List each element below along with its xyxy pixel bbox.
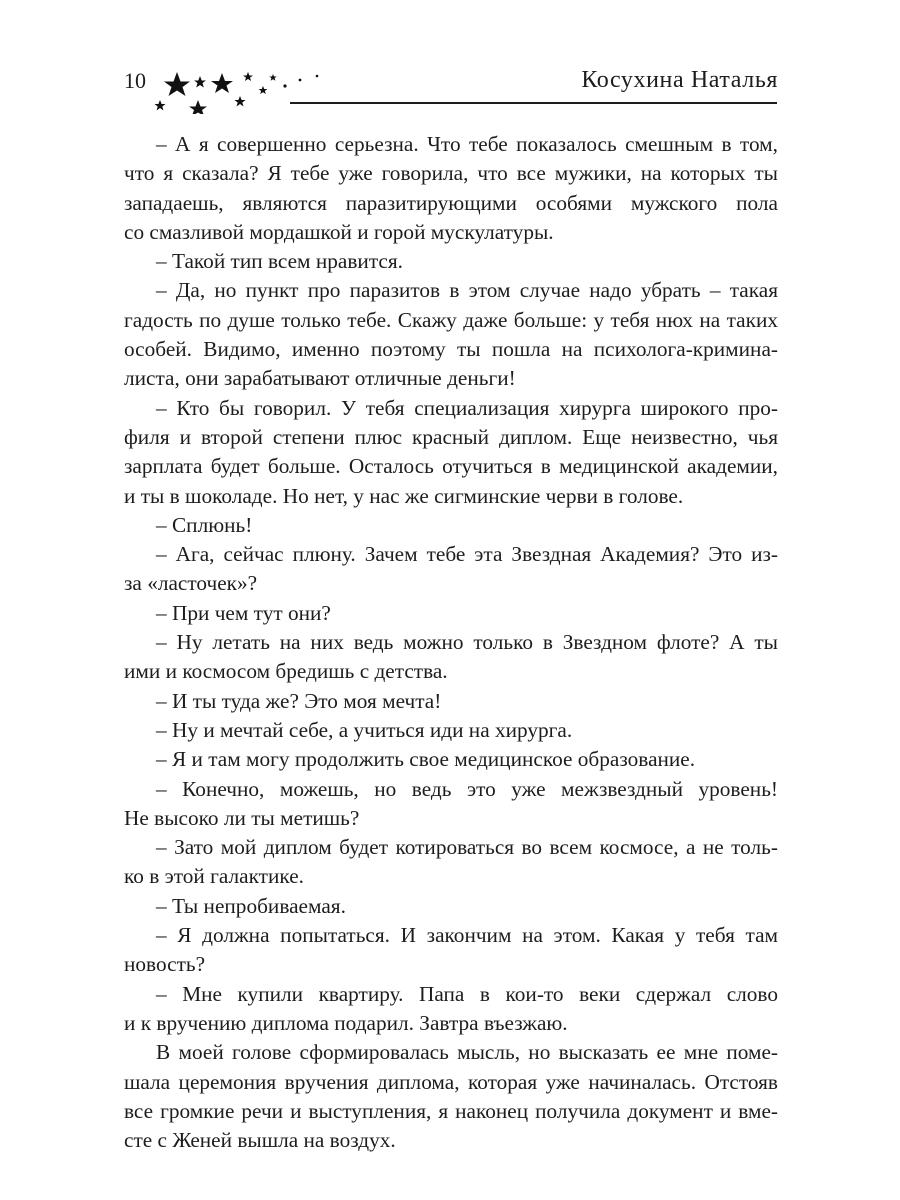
text-line: – Ну летать на них ведь можно только в Звездном флоте? А ты [156, 630, 778, 655]
paragraph [124, 980, 778, 1039]
paragraph [124, 921, 778, 980]
text-line: – Я должна попытаться. И закончим на этом. Какая у тебя там [156, 923, 778, 948]
header-rule [290, 102, 777, 104]
text-line: западаешь, являются паразитирующими особями мужского пола [124, 190, 778, 215]
paragraph [124, 511, 778, 540]
text-line: – При чем тут они? [156, 600, 331, 625]
paragraph [124, 775, 778, 834]
paragraph [124, 833, 778, 892]
text-line: новость? [124, 952, 206, 977]
text-line: – Сплюнь! [156, 512, 253, 537]
text-line: – Такой тип всем нравится. [156, 249, 403, 274]
paragraph [124, 716, 778, 745]
paragraph [124, 540, 778, 599]
text-line: ими и космосом бредишь с детства. [124, 659, 448, 684]
paragraph [124, 276, 778, 393]
text-line: – Ну и мечтай себе, а учиться иди на хирурга. [156, 717, 573, 742]
paragraph [124, 247, 778, 276]
text-line: В моей голове сформировалась мысль, но высказать ее мне поме- [156, 1040, 778, 1065]
text-line: листа, они зарабатывают отличные деньги! [124, 366, 516, 391]
paragraph [124, 599, 778, 628]
text-line: – Конечно, можешь, но ведь это уже межзвездный уровень! [156, 776, 778, 801]
paragraph [124, 892, 778, 921]
stars-ornament-icon [140, 64, 340, 114]
text-line: – Зато мой диплом будет котироваться во всем космосе, а не толь- [156, 835, 778, 860]
text-line: все громкие речи и выступления, я наконец получила документ и вме- [124, 1098, 778, 1123]
text-line: – И ты туда же? Это моя мечта! [156, 688, 442, 713]
text-line: Не высоко ли ты метишь? [124, 805, 360, 830]
text-line: – А я совершенно серьезна. Что тебе показалось смешным в том, [156, 132, 778, 156]
running-head-author: Косухина Наталья [581, 67, 778, 93]
text-line: – Кто бы говорил. У тебя специализация хирурга широкого про- [156, 395, 778, 420]
text-line: и ты в шоколаде. Но нет, у нас же сигминские черви в голове. [124, 483, 684, 508]
text-line: зарплата будет больше. Осталось отучиться в медицинской академии, [124, 454, 778, 479]
paragraph [124, 628, 778, 687]
paragraph [124, 394, 778, 511]
text-line: – Ты непробиваемая. [156, 893, 346, 918]
text-line: и к вручению диплома подарил. Завтра въезжаю. [124, 1010, 568, 1035]
text-line: гадость по душе только тебе. Скажу даже больше: у тебя нюх на таких [124, 307, 778, 332]
paragraph [124, 1038, 778, 1155]
text-line: сте с Женей вышла на воздух. [124, 1128, 396, 1153]
text-line: за «ласточек»? [124, 571, 258, 596]
paragraph [124, 687, 778, 716]
text-line: шала церемония вручения диплома, которая уже начиналась. Отстояв [124, 1069, 778, 1094]
text-line: – Да, но пункт про паразитов в этом случае надо убрать – такая [156, 278, 778, 303]
text-line: ко в этой галактике. [124, 864, 304, 889]
body-text [124, 130, 778, 1155]
text-line: – Ага, сейчас плюну. Зачем тебе эта Звездная Академия? Это из- [156, 542, 778, 567]
paragraph [124, 745, 778, 774]
paragraph [124, 130, 778, 247]
text-line: – Я и там могу продолжить свое медицинское образование. [156, 747, 696, 772]
page-number: 10 [124, 68, 146, 93]
text-line: особей. Видимо, именно поэтому ты пошла на психолога-кримина- [124, 337, 778, 362]
text-line: – Мне купили квартиру. Папа в кои-то веки сдержал слово [156, 981, 778, 1006]
text-line: филя и второй степени плюс красный диплом. Еще неизвестно, чья [124, 424, 778, 449]
text-line: со смазливой мордашкой и горой мускулатуры. [124, 219, 554, 244]
text-line: что я сказала? Я тебе уже говорила, что все мужики, на которых ты [124, 161, 778, 186]
